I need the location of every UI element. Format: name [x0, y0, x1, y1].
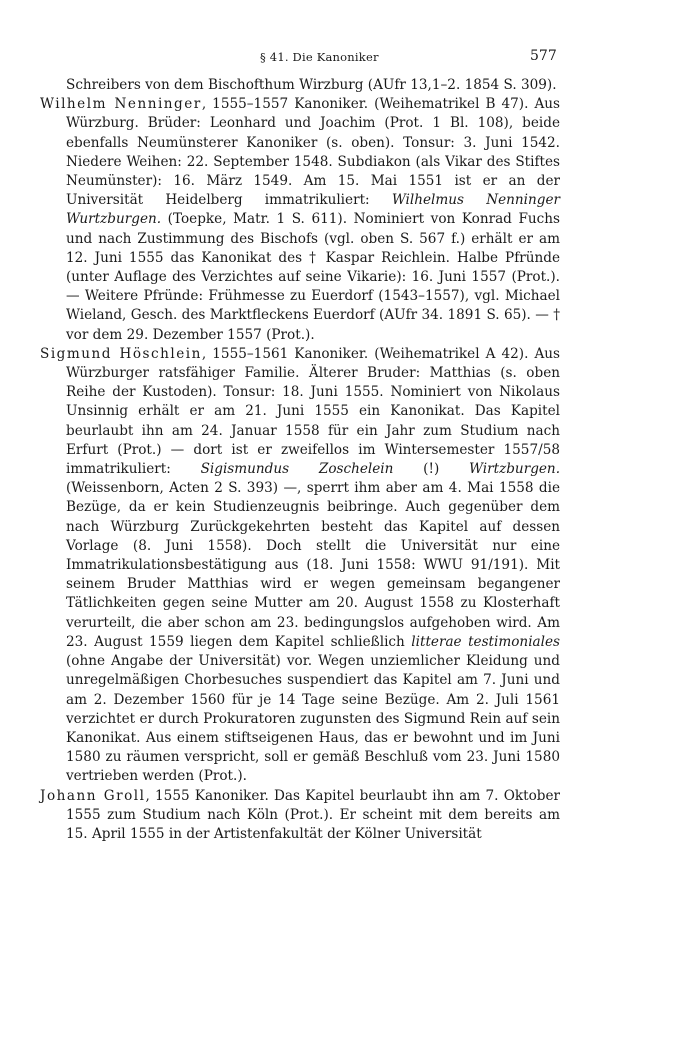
latin-quote: Sigismundus Zoschelein: [200, 461, 394, 478]
latin-quote: Wirtzburgen.: [469, 461, 561, 478]
entry-text: , 1555–1561 Kanoniker. (Weihematrikel A 42). Aus Würzburger ratsfähiger Familie. Älterer Bruder: Matthias (s. oben Reihe der Kustoden). Tonsur: 18. Juni 1555. Nominiert von Nikolaus Unsinnig erhält er am 21. Juni 1555 ein Kanonikat. Das Kapitel beurlaubt ihn am 24. Januar 1558 für ein Jahr zum Studium nach Erfurt (Prot.) — dort ist er zweifellos im Wintersemester 1557/58 immatrikuliert:: [66, 345, 560, 478]
entry-sigmund-hoeschlein: [40, 345, 560, 787]
entry-text: (ohne Angabe der Universität) vor. Wegen unziemlicher Kleidung und unregelmäßigen Chorbesuches suspendiert das Kapitel am 7. Juni und am 2. Dezember 1560 für je 14 Tage seine Bezüge. Am 2. Juli 1561 verzichtet er durch Prokuratoren zugunsten des Sigmund Rein auf sein Kanonikat. Aus einem stiftseigenen Haus, das er bewohnt und im Juni 1580 zu räumen verspricht, soll er gemäß Beschluß vom 23. Juni 1580 vertrieben werden (Prot.).: [66, 653, 560, 785]
entry-text: (!): [393, 461, 470, 478]
entry-text: (Toepke, Matr. 1 S. 611). Nominiert von Konrad Fuchs und nach Zustimmung des Bischofs (vgl. oben S. 567 f.) erhält er am 12. Juni 1555 das Kanonikat des † Kaspar Reichlein. Halbe Pfründe (unter Auflage des Verzichtes auf seine Vikarie): 16. Juni 1557 (Prot.). — Weitere Pfründe: Frühmesse zu Euerdorf (1543–1557), vgl. Michael Wieland, Gesch. des Marktfleckens Euerdorf (AUfr 34. 1891 S. 65). — † vor dem 29. Dezember 1557 (Prot.).: [66, 211, 560, 343]
entry-name: Wilhelm Nenninger: [40, 96, 202, 113]
entry-johann-groll: [40, 787, 560, 845]
entry-wilhelm-nenninger: [40, 95, 560, 345]
running-title: § 41. Die Kanoniker: [260, 50, 379, 64]
entry-text: , 1555–1557 Kanoniker. (Weihematrikel B 47). Aus Würzburg. Brüder: Leonhard und Joachim (Prot. 1 Bl. 108), beide ebenfalls Neumünsterer Kanoniker (s. oben). Tonsur: 3. Juni 1542. Niedere Weihen: 22. September 1548. Subdiakon (als Vikar des Stiftes Neumünster): 16. März 1549. Am 15. Mai 1551 ist er an der Universität Heidelberg immatrikuliert:: [66, 96, 560, 209]
entry-text: Schreibers von dem Bischofthum Wirzburg (AUfr 13,1–2. 1854 S. 309).: [66, 77, 557, 93]
latin-quote: litterae testimoniales: [411, 633, 561, 650]
running-head: [0, 48, 700, 68]
entry-name: Johann Groll: [40, 787, 146, 804]
entry-continuation: [40, 76, 560, 95]
latin-quote: Wilhelmus Nenninger Wurtzburgen.: [66, 192, 560, 228]
body-text: [40, 76, 560, 844]
page-number: 577: [530, 48, 557, 64]
entry-name: Sigmund Höschlein: [40, 345, 202, 362]
entry-text: (Weissenborn, Acten 2 S. 393) —, sperrt ihm aber am 4. Mai 1558 die Bezüge, da er kein Studienzeugnis beibringe. Auch gegenüber dem nach Würzburg Zurückgekehrten besteht das Kapitel auf dessen Vorlage (8. Juni 1558). Doch stellt die Universität nur eine Immatrikulationsbestätigung aus (18. Juni 1558: WWU 91/191). Mit seinem Bruder Matthias wird er wegen gemeinsam begangener Tätlichkeiten gegen seine Mutter am 20. August 1558 zu Klosterhaft verurteilt, die aber schon am 23. bedingungslos aufgehoben wird. Am 23. August 1559 liegen dem Kapitel schließlich: [66, 480, 560, 650]
entry-text: , 1555 Kanoniker. Das Kapitel beurlaubt ihn am 7. Oktober 1555 zum Studium nach Köln (Prot.). Er scheint mit dem bereits am 15. April 1555 in der Artistenfakultät der Kölner Universität: [66, 787, 561, 842]
